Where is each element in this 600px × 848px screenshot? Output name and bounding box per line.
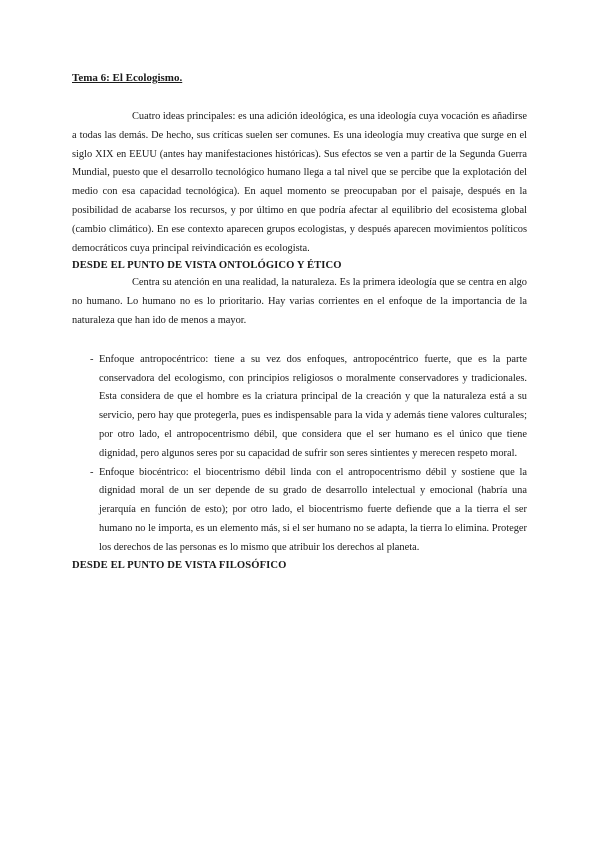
list-item-anthropocentric [72,351,527,464]
bullet-dash: - [90,466,94,478]
intro-paragraph: Cuatro ideas principales: es una adición ideológica, es una ideología cuya vocación es añadirse a todas las demás. De hecho, sus críticas suelen ser comunes. Es una ideología muy creativa que surge en el siglo XIX en EEUU (antes hay manifestaciones históricas). Sus efectos se ven a partir de la Segunda Guerra Mundial, puesto que el desarrollo tecnológico humano llega a tal nivel que se percibe que la explotación del medio con esa capacidad tecnológica). En aquel momento se preocupaban por el paisaje, después en la posibilidad de acabarse los recursos, y por último en que podría afectar al equilibrio del ecosistema global (cambio climático). En ese contexto aparecen grupos ecologistas, y después aparecen movimientos políticos democráticos cuya principal reivindicación es ecologista. [72,111,527,254]
approaches-list [72,351,527,558]
topic-title: Tema 6: El Ecologismo. [72,72,183,84]
bullet-dash: - [90,353,94,365]
list-item-text: Enfoque antropocéntrico: tiene a su vez dos enfoques, antropocéntrico fuerte, que es la parte conservadora del ecologismo, con principios religiosos o moralmente conservadores y tradicionales. Esta considera de que el hombre es la criatura principal de la creación y que la naturaleza está a su servicio, pero hay que protegerla, pues es indispensable para la vida y además tiene valores culturales; por otro lado, el antropocentrismo débil, que considera que el ser humano es el único que tiene dignidad, pero algunos seres por su capacidad de sufrir son seres sintientes y merecen respeto moral. [99,353,527,459]
list-item-biocentric [72,464,527,558]
section1-paragraph: Centra su atención en una realidad, la naturaleza. Es la primera ideología que se centra en algo no humano. Lo humano no es lo prioritario. Hay varias corrientes en el enfoque de la importancia de la naturaleza que han ido de menos a mayor. [72,277,527,326]
section-heading-ontological-ethical: DESDE EL PUNTO DE VISTA ONTOLÓGICO Y ÉTICO [72,260,342,272]
list-item-text: Enfoque biocéntrico: el biocentrismo débil linda con el antropocentrismo débil y sostiene que la dignidad moral de un ser depende de su grado de desarrollo intelectual y emocional (habría una jerarquía en función de esto); por otro lado, el biocentrismo fuerte defiende que a la tierra el ser humano no le importa, es un elemento más, si el ser humano no se adapta, la tierra lo elimina. Proteger los derechos de las personas es lo mismo que atribuir los derechos al planeta. [99,466,527,553]
document-page [72,70,527,574]
section-heading-philosophical: DESDE EL PUNTO DE VISTA FILOSÓFICO [72,559,287,571]
